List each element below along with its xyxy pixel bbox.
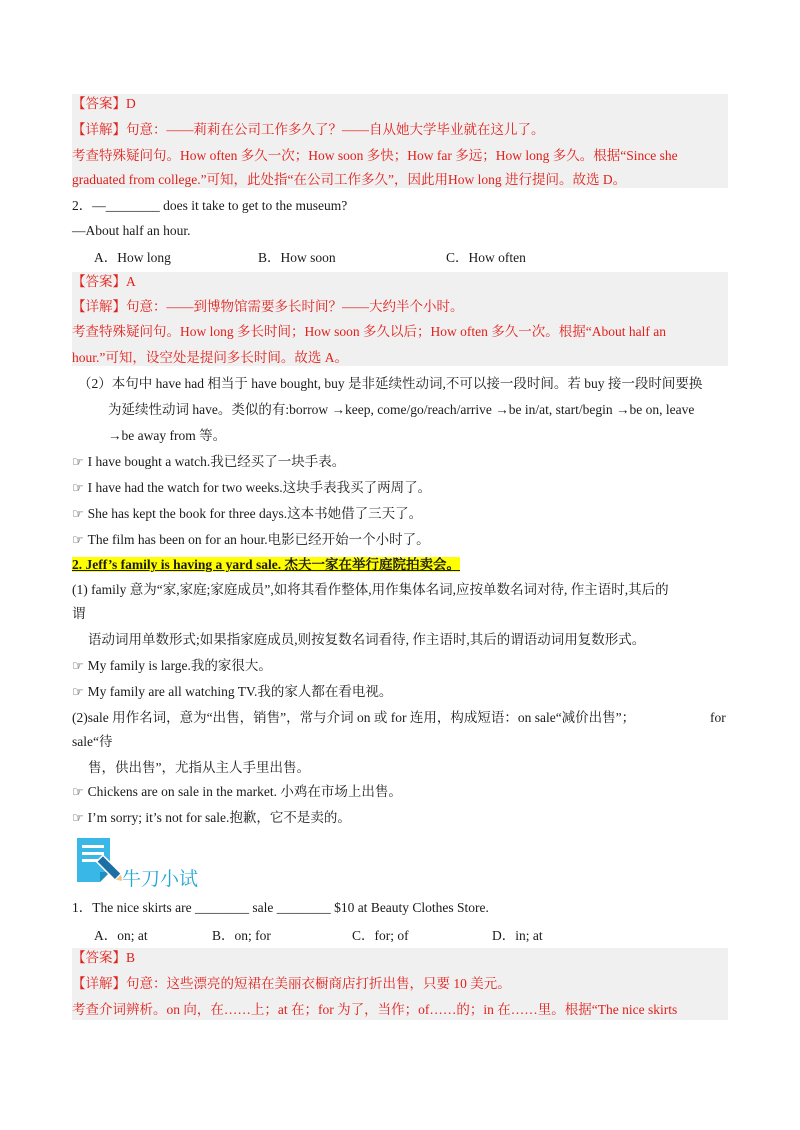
example-4: ☞ The film has been on for an hour.电影已经开始一个小时了。 bbox=[72, 532, 430, 548]
notepad-pencil-icon bbox=[74, 836, 122, 888]
question-2-reply: —About half an hour. bbox=[72, 223, 191, 238]
pointing-hand-icon: ☞ bbox=[72, 533, 84, 548]
sale-note-line-2: sale“待 bbox=[72, 734, 113, 749]
answer-label-2: 【答案】A bbox=[72, 274, 136, 289]
example-2: ☞ I have had the watch for two weeks.这块手表我买了两周了。 bbox=[72, 480, 432, 496]
sale-note-line-1-end: for bbox=[710, 710, 726, 725]
example-1: ☞ I have bought a watch.我已经买了一块手表。 bbox=[72, 454, 346, 470]
note-2-line-3: →be away from 等。 bbox=[108, 428, 227, 443]
answer-label-3: 【答案】B bbox=[72, 950, 136, 965]
pointing-hand-icon: ☞ bbox=[72, 455, 84, 470]
pointing-hand-icon: ☞ bbox=[72, 785, 84, 800]
practice-option-d: D．in; at bbox=[492, 928, 543, 943]
option-a: A．How long bbox=[94, 250, 171, 265]
explain-line-8: 考查介词辨析。on 向，在……上；at 在；for 为了，当作；of……的；in 在……里。根据“The nice skirts bbox=[72, 1002, 678, 1017]
pointing-hand-icon: ☞ bbox=[72, 659, 84, 674]
sale-note-line-1: (2)sale 用作名词，意为“出售，销售”，常与介词 on 或 for 连用，构成短语：on sale“减价出售”； bbox=[72, 710, 636, 725]
note-2-line-1: （2）本句中 have had 相当于 have bought, buy 是非延续性动词,不可以接一段时间。若 buy 接一段时间要换 bbox=[78, 376, 703, 391]
explain-line-7: 【详解】句意：这些漂亮的短裙在美丽衣橱商店打折出售，只要 10 美元。 bbox=[72, 976, 511, 991]
question-2: 2．—________ does it take to get to the museum? bbox=[72, 198, 348, 213]
practice-option-c: C．for; of bbox=[352, 928, 409, 943]
explain-line-3: graduated from college.”可知，此处指“在公司工作多久”，因此用How long 进行提问。故选 D。 bbox=[72, 172, 627, 187]
note-2-line-2: 为延续性动词 have。类似的有:borrow →keep, come/go/reach/arrive →be in/at, start/begin →be on, leave bbox=[108, 402, 695, 417]
example-5: ☞ My family is large.我的家很大。 bbox=[72, 658, 272, 674]
pointing-hand-icon: ☞ bbox=[72, 811, 84, 826]
option-c: C．How often bbox=[446, 250, 526, 265]
explain-line-4: 【详解】句意：——到博物馆需要多长时间？——大约半个小时。 bbox=[72, 299, 464, 314]
practice-option-a: A．on; at bbox=[94, 928, 148, 943]
explain-line-1: 【详解】句意：——莉莉在公司工作多久了？——自从她大学毕业就在这儿了。 bbox=[72, 122, 545, 137]
family-note-line-3: 语动词用单数形式;如果指家庭成员,则按复数名词看待, 作主语时,其后的谓语动词用复数形式。 bbox=[88, 632, 646, 647]
pointing-hand-icon: ☞ bbox=[72, 685, 84, 700]
explain-line-5: 考查特殊疑问句。How long 多长时间；How soon 多久以后；How often 多久一次。根据“About half an bbox=[72, 324, 666, 339]
example-8: ☞ I’m sorry; it’s not for sale.抱歉，它不是卖的。 bbox=[72, 810, 351, 826]
explain-line-6: hour.”可知，设空处是提问多长时间。故选 A。 bbox=[72, 350, 348, 365]
example-3: ☞ She has kept the book for three days.这本书她借了三天了。 bbox=[72, 506, 423, 522]
sale-note-line-3: 售，供出售”，尤指从主人手里出售。 bbox=[88, 760, 310, 775]
example-6: ☞ My family are all watching TV.我的家人都在看电视。 bbox=[72, 684, 393, 700]
practice-option-b: B．on; for bbox=[212, 928, 271, 943]
practice-question-1: 1．The nice skirts are ________ sale ________ $10 at Beauty Clothes Store. bbox=[72, 900, 489, 915]
example-7: ☞ Chickens are on sale in the market. 小鸡在市场上出售。 bbox=[72, 784, 402, 800]
section-title: 牛刀小试 bbox=[122, 868, 199, 890]
pointing-hand-icon: ☞ bbox=[72, 507, 84, 522]
section-heading-2: 2. Jeff’s family is having a yard sale. 杰夫一家在举行庭院拍卖会。 bbox=[72, 557, 460, 572]
family-note-line-2: 谓 bbox=[72, 606, 86, 621]
family-note-line-1: (1) family 意为“家,家庭;家庭成员”,如将其看作整体,用作集体名词,应按单数名词对待, 作主语时,其后的 bbox=[72, 582, 669, 597]
explain-line-2: 考查特殊疑问句。How often 多久一次；How soon 多快；How far 多远；How long 多久。根据“Since she bbox=[72, 148, 678, 163]
option-b: B．How soon bbox=[258, 250, 336, 265]
answer-label-1: 【答案】D bbox=[72, 96, 136, 111]
pointing-hand-icon: ☞ bbox=[72, 481, 84, 496]
